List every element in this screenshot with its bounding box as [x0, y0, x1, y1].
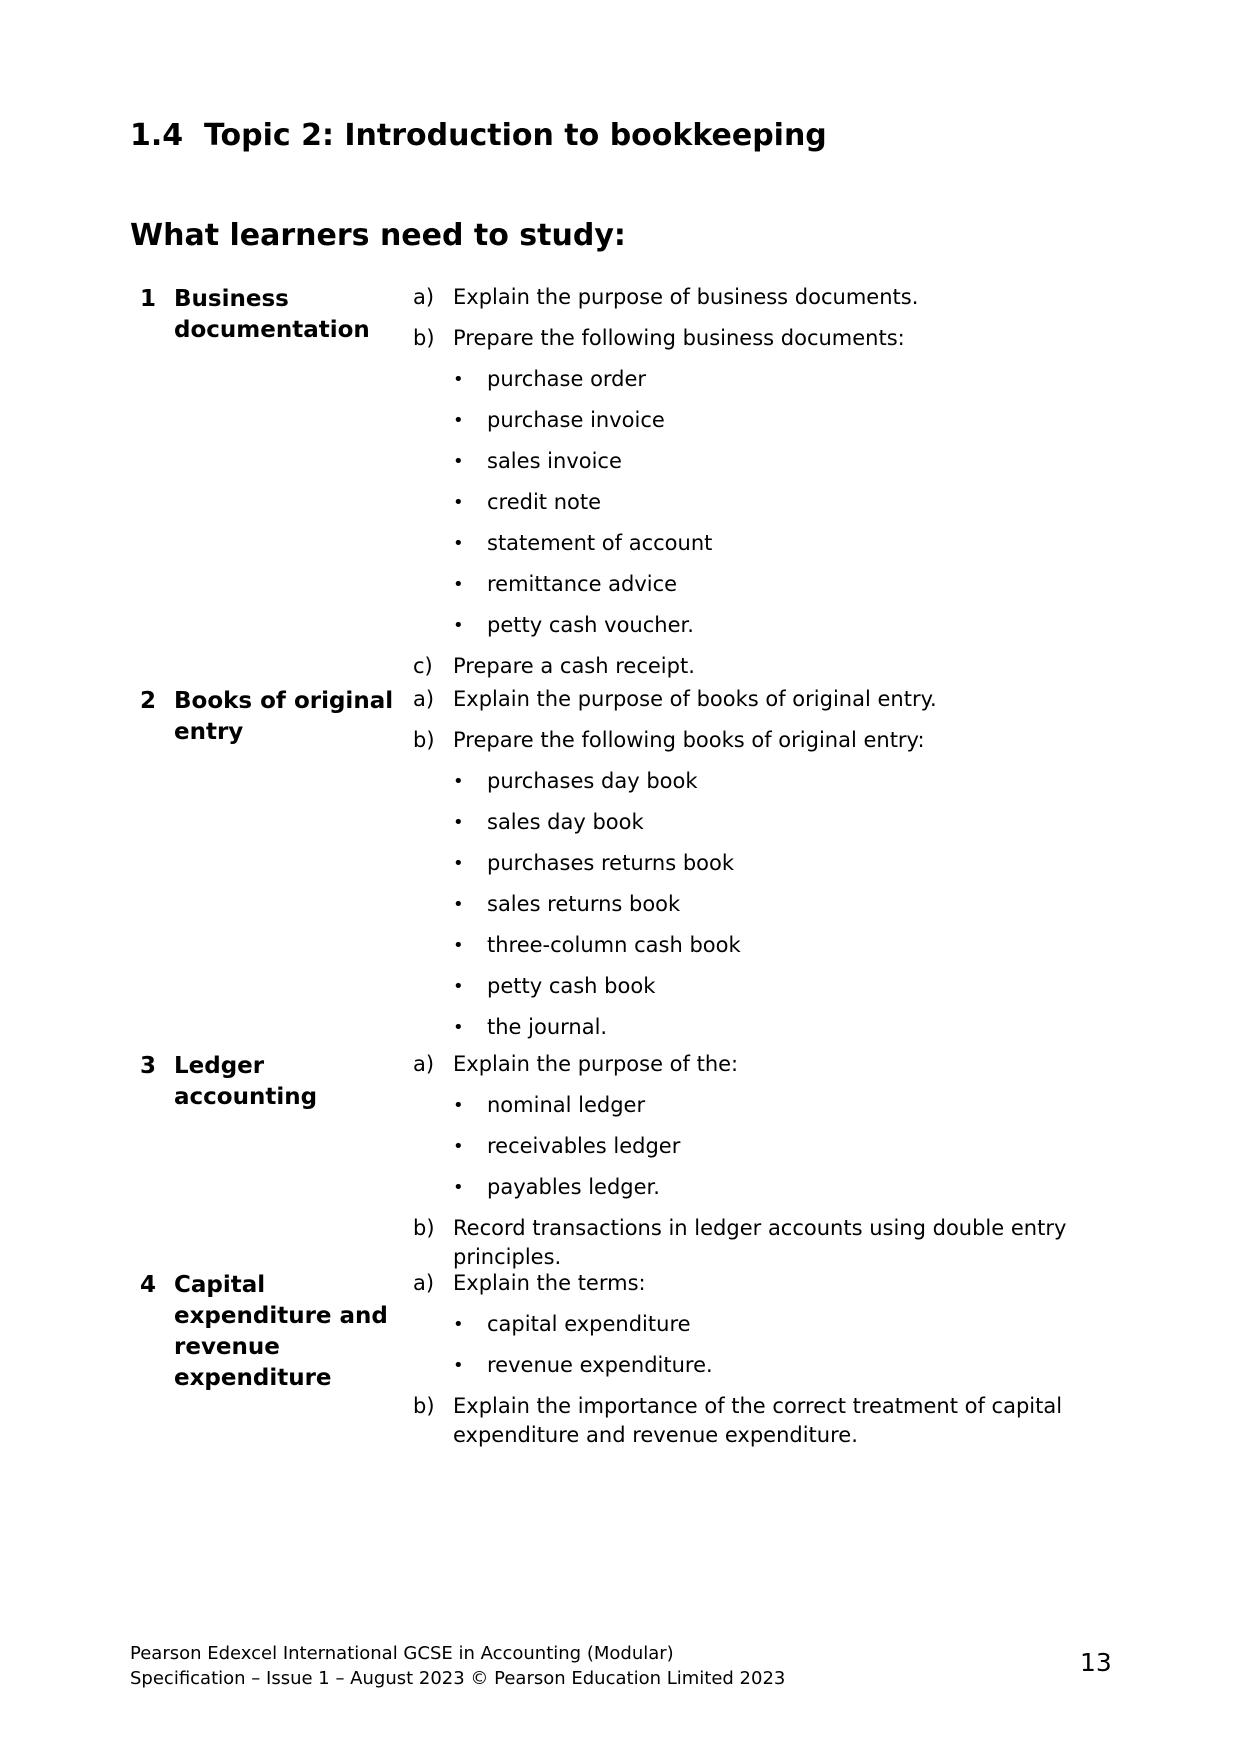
- bullet-dot-icon: •: [453, 1136, 464, 1157]
- item-marker: c): [413, 654, 433, 678]
- item-marker: a): [413, 1052, 435, 1076]
- learning-item: [413, 283, 1143, 312]
- item-marker: b): [413, 1394, 435, 1418]
- bullet-text: sales invoice: [487, 449, 622, 473]
- topic-title: Books of original entry: [174, 688, 394, 745]
- bullet-dot-icon: •: [453, 894, 464, 915]
- item-text: Record transactions in ledger accounts using double entry principles.: [453, 1216, 1067, 1269]
- topic-title: Business documentation: [174, 286, 370, 343]
- section-heading: [130, 118, 827, 153]
- bullet-item: [413, 570, 1143, 599]
- bullet-dot-icon: •: [453, 615, 464, 636]
- bullet-text: sales day book: [487, 810, 644, 834]
- bullet-item: [413, 808, 1143, 837]
- item-text: Explain the purpose of books of original entry.: [453, 687, 937, 711]
- bullet-list: [413, 1091, 1143, 1202]
- bullet-text: purchases returns book: [487, 851, 735, 875]
- bullet-text: petty cash voucher.: [487, 613, 694, 637]
- item-marker: a): [413, 687, 435, 711]
- bullet-item: [413, 611, 1143, 640]
- bullet-text: capital expenditure: [487, 1312, 691, 1336]
- learning-item: [413, 685, 1143, 714]
- bullet-item: [413, 1351, 1143, 1380]
- topic-number: 4: [140, 1272, 157, 1298]
- bullet-item: [413, 447, 1143, 476]
- bullet-dot-icon: •: [453, 1017, 464, 1038]
- bullet-dot-icon: •: [453, 1177, 464, 1198]
- bullet-item: [413, 972, 1143, 1001]
- bullet-item: [413, 1013, 1143, 1042]
- bullet-dot-icon: •: [453, 574, 464, 595]
- section-title: Topic 2: Introduction to bookkeeping: [204, 118, 827, 153]
- topic-items: [413, 1269, 1143, 1450]
- bullet-dot-icon: •: [453, 853, 464, 874]
- bullet-dot-icon: •: [453, 1314, 464, 1335]
- bullet-dot-icon: •: [453, 1095, 464, 1116]
- item-text: Prepare the following books of original entry:: [453, 728, 925, 752]
- bullet-text: revenue expenditure.: [487, 1353, 713, 1377]
- footer-line-1: Pearson Edexcel International GCSE in Accounting (Modular): [130, 1643, 674, 1664]
- item-marker: b): [413, 728, 435, 752]
- bullet-list: [413, 767, 1143, 1042]
- topic-number: 2: [140, 688, 157, 714]
- bullet-item: [413, 931, 1143, 960]
- item-marker: b): [413, 1216, 435, 1240]
- bullet-dot-icon: •: [453, 451, 464, 472]
- learning-item: [413, 652, 1143, 681]
- page-number: 13: [1080, 1648, 1112, 1677]
- bullet-dot-icon: •: [453, 812, 464, 833]
- bullet-text: remittance advice: [487, 572, 678, 596]
- bullet-list: [413, 365, 1143, 640]
- bullet-text: credit note: [487, 490, 602, 514]
- bullet-dot-icon: •: [453, 976, 464, 997]
- bullet-text: receivables ledger: [487, 1134, 681, 1158]
- bullet-text: purchases day book: [487, 769, 698, 793]
- bullet-dot-icon: •: [453, 492, 464, 513]
- topic-title: Ledger accounting: [174, 1053, 318, 1110]
- learning-item: [413, 1392, 1143, 1450]
- topic-title: Capital expenditure and revenue expenditure: [174, 1272, 388, 1391]
- bullet-item: [413, 1173, 1143, 1202]
- bullet-text: statement of account: [487, 531, 713, 555]
- bullet-item: [413, 488, 1143, 517]
- bullet-dot-icon: •: [453, 771, 464, 792]
- bullet-text: nominal ledger: [487, 1093, 646, 1117]
- bullet-item: [413, 767, 1143, 796]
- bullet-text: petty cash book: [487, 974, 656, 998]
- topic-items: [413, 685, 1143, 1042]
- item-marker: a): [413, 1271, 435, 1295]
- bullet-item: [413, 406, 1143, 435]
- topic-number: 1: [140, 286, 157, 312]
- section-number: 1.4: [130, 118, 184, 153]
- bullet-item: [413, 849, 1143, 878]
- bullet-text: the journal.: [487, 1015, 608, 1039]
- bullet-dot-icon: •: [453, 369, 464, 390]
- topic-number: 3: [140, 1053, 157, 1079]
- item-text: Explain the terms:: [453, 1271, 646, 1295]
- item-text: Explain the importance of the correct treatment of capital expenditure and revenue expenditure.: [453, 1394, 1063, 1447]
- item-text: Prepare a cash receipt.: [453, 654, 695, 678]
- study-heading: What learners need to study:: [130, 218, 626, 253]
- item-text: Explain the purpose of the:: [453, 1052, 739, 1076]
- bullet-text: payables ledger.: [487, 1175, 660, 1199]
- bullet-text: three-column cash book: [487, 933, 741, 957]
- item-text: Explain the purpose of business documents.: [453, 285, 919, 309]
- item-marker: b): [413, 326, 435, 350]
- bullet-item: [413, 1310, 1143, 1339]
- bullet-item: [413, 1091, 1143, 1120]
- bullet-text: purchase invoice: [487, 408, 665, 432]
- learning-item: [413, 1050, 1143, 1202]
- bullet-dot-icon: •: [453, 533, 464, 554]
- bullet-dot-icon: •: [453, 1355, 464, 1376]
- learning-item: [413, 1214, 1143, 1272]
- topic-items: [413, 1050, 1143, 1272]
- bullet-dot-icon: •: [453, 935, 464, 956]
- bullet-item: [413, 1132, 1143, 1161]
- item-text: Prepare the following business documents:: [453, 326, 905, 350]
- bullet-text: purchase order: [487, 367, 647, 391]
- bullet-text: sales returns book: [487, 892, 681, 916]
- footer: [130, 1641, 785, 1691]
- learning-item: [413, 324, 1143, 640]
- learning-item: [413, 726, 1143, 1042]
- learning-item: [413, 1269, 1143, 1380]
- footer-line-2: Specification – Issue 1 – August 2023 © Pearson Education Limited 2023: [130, 1668, 786, 1689]
- bullet-item: [413, 529, 1143, 558]
- bullet-dot-icon: •: [453, 410, 464, 431]
- bullet-item: [413, 365, 1143, 394]
- bullet-list: [413, 1310, 1143, 1380]
- topic-items: [413, 283, 1143, 681]
- item-marker: a): [413, 285, 435, 309]
- bullet-item: [413, 890, 1143, 919]
